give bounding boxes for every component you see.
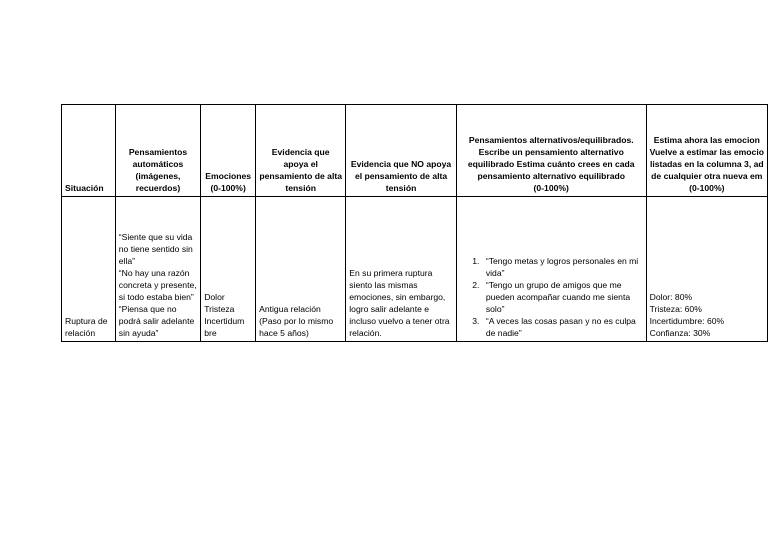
header-pensamientos: Pensamientos automáticos (imágenes, recuerdos) [115,105,200,197]
cell-reestimar-emociones [646,197,767,342]
emotion-item: Incertidum bre [204,316,245,338]
header-line: Estima ahora las emocion [653,135,760,145]
cell-evidencia-no-apoya: En su primera ruptura siento las mismas emociones, sin embargo, logro salir adelante e incluso vuelvo a tener otra relación. [346,197,457,342]
header-evidencia-apoya: Evidencia que apoya el pensamiento de alta tensión [256,105,346,197]
thought-item: “Siente que su vida no tiene sentido sin ella” [118,232,193,266]
header-emociones: Emociones (0-100%) [201,105,256,197]
thought-record-table [61,104,768,342]
cell-evidencia-apoya: Antigua relación (Paso por lo mismo hace 5 años) [256,197,346,342]
list-item: 1. “Tengo metas y logros personales en mi vida” [482,255,643,279]
cell-situacion: Ruptura de relación [62,197,116,342]
header-pensamientos-alternativos [456,105,646,197]
cell-emociones [201,197,256,342]
thought-item: “Piensa que no podrá salir adelante sin ayuda” [118,304,195,338]
header-situacion: Situación [62,105,116,197]
emotion-item: Tristeza [204,304,235,314]
table-row [62,197,768,342]
header-line: (0-100%) [533,183,569,193]
cell-pensamientos-alternativos [456,197,646,342]
emotion-rating: Dolor: 80% [649,292,693,302]
header-line: Vuelve a estimar las emocio [649,147,764,157]
header-line: Escribe un pensamiento alternativo [478,147,624,157]
emotion-rating: Tristeza: 60% [649,304,702,314]
header-line: de cualquier otra nueva em [651,171,763,181]
alternative-thoughts-list [460,255,643,339]
list-item: 2. “Tengo un grupo de amigos que me pueden acompañar cuando me sienta solo” [482,279,643,315]
header-line: Pensamientos alternativos/equilibrados. [468,135,634,145]
header-evidencia-no-apoya: Evidencia que NO apoya el pensamiento de alta tensión [346,105,457,197]
emotion-item: Dolor [204,292,225,302]
emotion-rating: Incertidumbre: 60% [649,316,725,326]
cell-pensamientos [115,197,200,342]
header-line: equilibrado Estima cuánto crees en cada [467,159,635,169]
header-row [62,105,768,197]
list-item: 3. “A veces las cosas pasan y no es culpa de nadie” [482,315,643,339]
emotion-rating: Confianza: 30% [649,328,711,338]
header-line: pensamiento alternativo equilibrado [477,171,626,181]
header-line: (0-100%) [689,183,725,193]
header-reestimar-emociones [646,105,767,197]
thought-item: “No hay una razón concreta y presente, si todo estaba bien” [118,268,197,302]
header-line: listadas en la columna 3, ad [649,159,764,169]
